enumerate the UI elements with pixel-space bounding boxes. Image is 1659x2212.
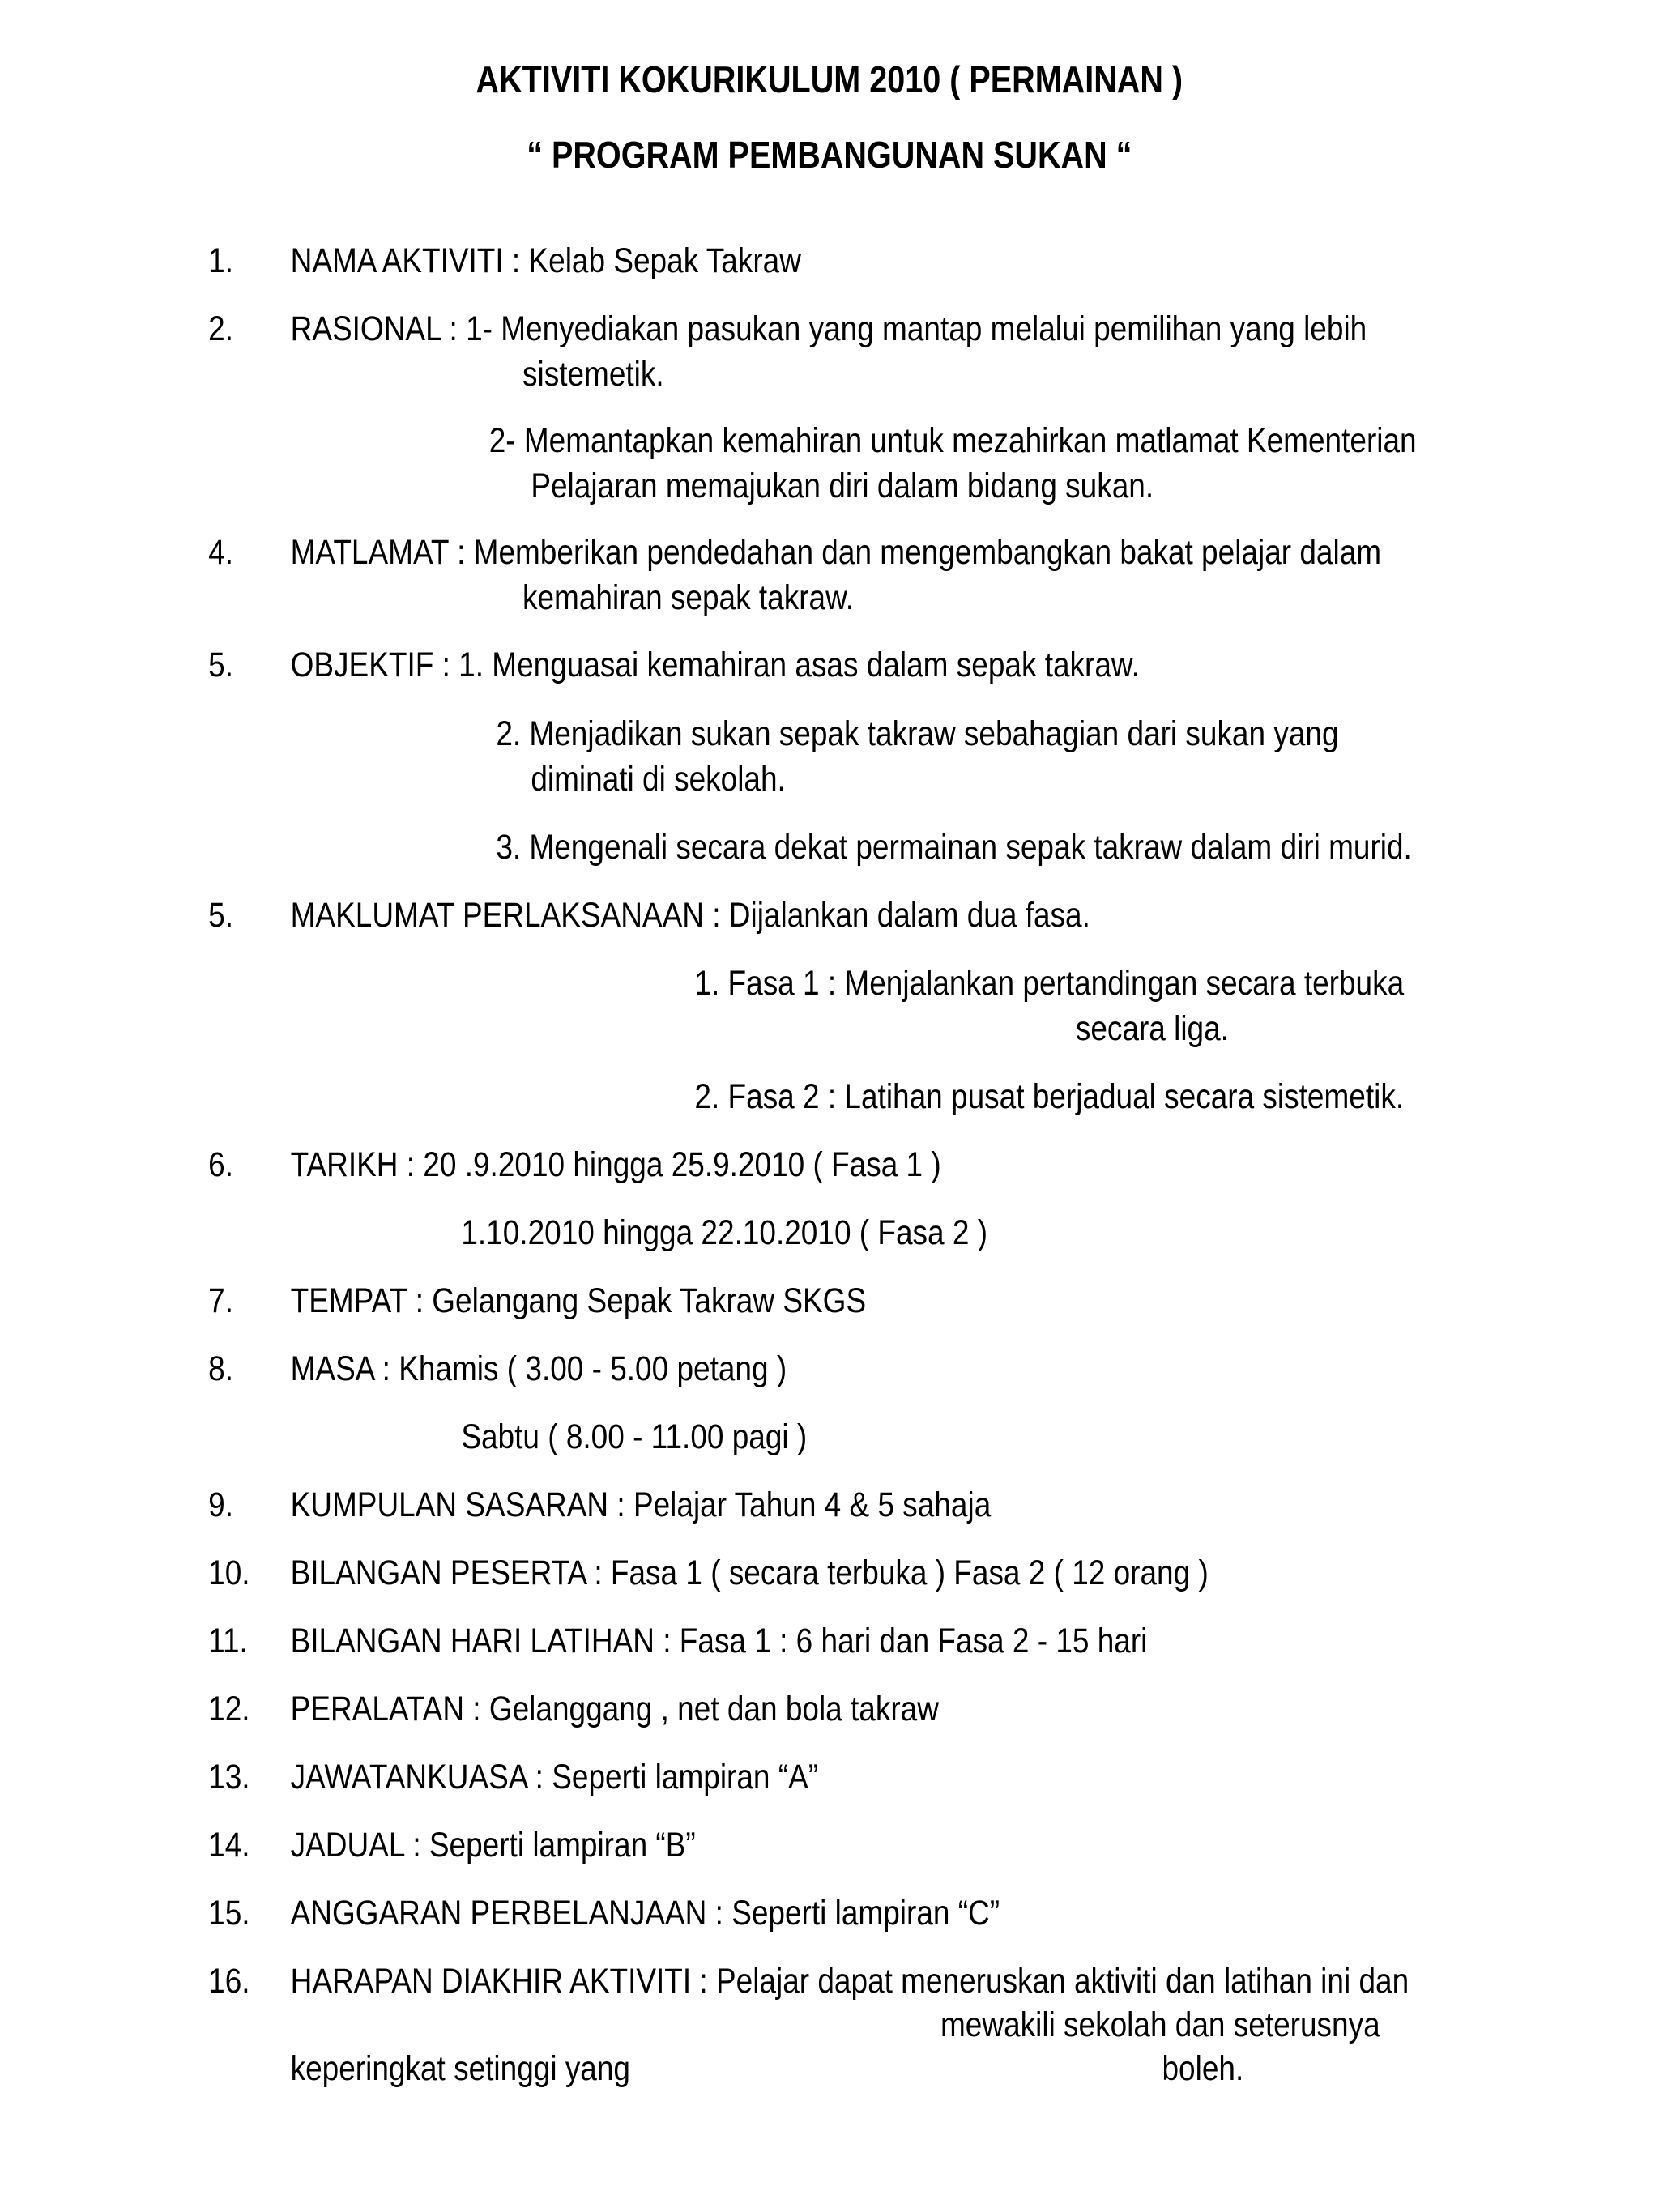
item-number: 10. xyxy=(208,1554,250,1592)
item-number: 8. xyxy=(208,1349,233,1388)
item-number: 13. xyxy=(208,1758,250,1796)
item-harapan-line: mewakili sekolah dan seterusnya xyxy=(940,2005,1380,2044)
item-number: 5. xyxy=(208,646,233,684)
item-objektif-line: diminati di sekolah. xyxy=(531,760,786,799)
document-title: AKTIVITI KOKURIKULUM 2010 ( PERMAINAN ) xyxy=(476,58,1183,100)
item-tempat: TEMPAT : Gelangang Sepak Takraw SKGS xyxy=(290,1281,867,1320)
item-kumpulan-sasaran: KUMPULAN SASARAN : Pelajar Tahun 4 & 5 sahaja xyxy=(290,1485,992,1524)
item-number: 9. xyxy=(208,1485,233,1524)
item-harapan: HARAPAN DIAKHIR AKTIVITI : Pelajar dapat meneruskan aktiviti dan latihan ini dan xyxy=(290,1962,1410,2001)
item-objektif-line: 2. Menjadikan sukan sepak takraw sebahagian dari sukan yang xyxy=(496,714,1339,753)
document-subtitle: “ PROGRAM PEMBANGUNAN SUKAN “ xyxy=(527,134,1132,176)
item-jawatankuasa: JAWATANKUASA : Seperti lampiran “A” xyxy=(290,1758,819,1796)
item-maklumat-perlaksanaan: MAKLUMAT PERLAKSANAAN : Dijalankan dalam dua fasa. xyxy=(290,896,1090,935)
item-bilangan-peserta: BILANGAN PESERTA : Fasa 1 ( secara terbuka ) Fasa 2 ( 12 orang ) xyxy=(290,1554,1209,1592)
item-tarikh-line: 1.10.2010 hingga 22.10.2010 ( Fasa 2 ) xyxy=(461,1213,988,1252)
item-number: 4. xyxy=(208,533,233,572)
item-maklumat-line: secara liga. xyxy=(1075,1009,1229,1048)
item-bilangan-hari-latihan: BILANGAN HARI LATIHAN : Fasa 1 : 6 hari dan Fasa 2 - 15 hari xyxy=(290,1622,1148,1660)
item-peralatan: PERALATAN : Gelanggang , net dan bola takraw xyxy=(290,1690,939,1728)
item-number: 11. xyxy=(208,1622,248,1660)
item-maklumat-line: 2. Fasa 2 : Latihan pusat berjadual secara sistemetik. xyxy=(694,1077,1405,1116)
item-number: 15. xyxy=(208,1894,250,1933)
item-tarikh: TARIKH : 20 .9.2010 hingga 25.9.2010 ( Fasa 1 ) xyxy=(290,1145,941,1184)
item-rasional-line: 2- Memantapkan kemahiran untuk mezahirkan matlamat Kementerian xyxy=(488,421,1417,460)
item-rasional-line: sistemetik. xyxy=(522,355,664,394)
item-number: 6. xyxy=(208,1145,233,1184)
item-rasional: RASIONAL : 1- Menyediakan pasukan yang mantap melalui pemilihan yang lebih xyxy=(290,309,1367,348)
item-matlamat: MATLAMAT : Memberikan pendedahan dan mengembangkan bakat pelajar dalam xyxy=(290,533,1382,572)
item-number: 1. xyxy=(208,241,233,280)
item-jadual: JADUAL : Seperti lampiran “B” xyxy=(290,1826,696,1865)
item-number: 5. xyxy=(208,896,233,935)
item-number: 2. xyxy=(208,309,233,348)
item-harapan-line: keperingkat setinggi yang xyxy=(290,2049,631,2088)
item-objektif-line: 3. Mengenali secara dekat permainan sepak takraw dalam diri murid. xyxy=(496,828,1412,867)
item-masa-line: Sabtu ( 8.00 - 11.00 pagi ) xyxy=(461,1417,808,1456)
item-number: 14. xyxy=(208,1826,250,1865)
item-objektif: OBJEKTIF : 1. Menguasai kemahiran asas dalam sepak takraw. xyxy=(290,646,1140,684)
item-nama-aktiviti: NAMA AKTIVITI : Kelab Sepak Takraw xyxy=(290,241,801,280)
item-rasional-line: Pelajaran memajukan diri dalam bidang sukan. xyxy=(531,467,1154,505)
item-number: 16. xyxy=(208,1962,250,2001)
item-harapan-line: boleh. xyxy=(1162,2049,1244,2088)
item-masa: MASA : Khamis ( 3.00 - 5.00 petang ) xyxy=(290,1349,787,1388)
item-number: 12. xyxy=(208,1690,250,1728)
item-matlamat-line: kemahiran sepak takraw. xyxy=(522,578,855,617)
item-number: 7. xyxy=(208,1281,233,1320)
item-anggaran-perbelanjaan: ANGGARAN PERBELANJAAN : Seperti lampiran “C” xyxy=(290,1894,1000,1933)
item-maklumat-line: 1. Fasa 1 : Menjalankan pertandingan secara terbuka xyxy=(694,964,1405,1003)
